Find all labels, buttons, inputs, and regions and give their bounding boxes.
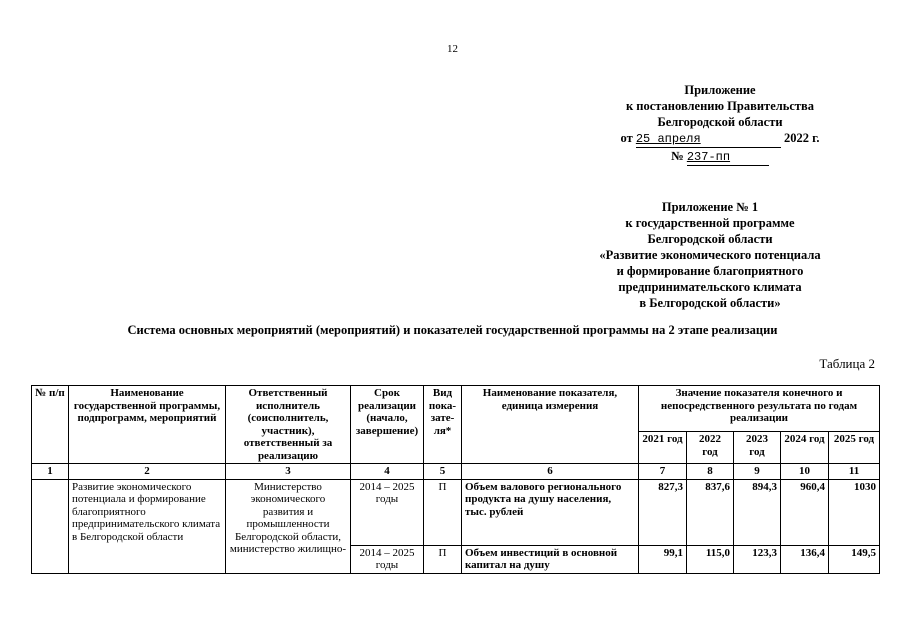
value-cell: 827,3 [639, 479, 687, 545]
header-executor: Ответственный исполнитель (соисполнитель, участник), ответственный за реализацию [226, 386, 351, 464]
column-numbers-row [32, 464, 880, 480]
appendix1-line: к государственной программе [625, 216, 795, 230]
date-suffix: 2022 г. [783, 131, 820, 145]
column-number: 2 [69, 464, 226, 480]
appendix-date-line [600, 130, 840, 148]
appendix-line: к постановлению Правительства [625, 99, 815, 113]
appendix1-line: в Белгородской области» [639, 296, 781, 310]
value-cell: 1030 [829, 479, 880, 545]
appendix1-line: предпринимательского климата [618, 280, 802, 294]
indicator-cell: Объем валового регионального продукта на душу населения, тыс. рублей [462, 479, 639, 545]
value-cell: 123,3 [734, 545, 781, 573]
appendix-number-line [600, 148, 840, 166]
date-value: 25 апреля [635, 132, 701, 146]
column-number: 1 [32, 464, 69, 480]
value-cell: 894,3 [734, 479, 781, 545]
column-number: 3 [226, 464, 351, 480]
appendix1-line: и формирование благоприятного [616, 264, 804, 278]
date-prefix: от [620, 131, 633, 145]
header-year: 2022 год [687, 432, 734, 464]
page-number: 12 [447, 43, 458, 55]
appendix-line: Приложение [684, 83, 756, 97]
table-row [32, 479, 880, 545]
header-term: Срок реализации (начало, завершение) [351, 386, 424, 464]
table-caption: Таблица 2 [819, 356, 875, 371]
executor-cell: Министерство экономического развития и промышленности Белгородской области, министерство жилищно- [226, 479, 351, 573]
column-number: 5 [424, 464, 462, 480]
number-value: 237-пп [686, 150, 731, 164]
document-title: Система основных мероприятий (мероприятий) и показателей государственной программы на 2 этапе реализации [127, 323, 778, 337]
appendix1-line: «Развитие экономического потенциала [599, 248, 821, 262]
table-header-row [32, 386, 880, 432]
column-number: 10 [781, 464, 829, 480]
column-number: 4 [351, 464, 424, 480]
value-cell: 115,0 [687, 545, 734, 573]
header-no: № п/п [32, 386, 69, 464]
value-cell: 149,5 [829, 545, 880, 573]
value-cell: 837,6 [687, 479, 734, 545]
header-values-group: Значение показателя конечного и непосредственного результата по годам реализации [639, 386, 880, 432]
column-number: 6 [462, 464, 639, 480]
header-year: 2021 год [639, 432, 687, 464]
column-number: 7 [639, 464, 687, 480]
number-field [687, 148, 769, 166]
header-indicator: Наименование показателя, единица измерения [462, 386, 639, 464]
number-prefix: № [671, 149, 684, 163]
appendix-program-block [570, 199, 850, 311]
column-number: 8 [687, 464, 734, 480]
column-number: 9 [734, 464, 781, 480]
value-cell: 99,1 [639, 545, 687, 573]
value-cell: 136,4 [781, 545, 829, 573]
value-cell: 960,4 [781, 479, 829, 545]
term-cell: 2014 – 2025 годы [351, 545, 424, 573]
program-name-cell: Развитие экономического потенциала и формирование благоприятного предпринимательского климата в Белгородской области [69, 479, 226, 573]
measures-table [31, 385, 880, 574]
date-field [636, 130, 781, 148]
appendix1-line: Белгородской области [647, 232, 773, 246]
header-name: Наименование государственной программы, подпрограмм, мероприятий [69, 386, 226, 464]
header-year: 2025 год [829, 432, 880, 464]
header-year: 2023 год [734, 432, 781, 464]
term-cell: 2014 – 2025 годы [351, 479, 424, 545]
appendix-line: Белгородской области [657, 115, 783, 129]
column-number: 11 [829, 464, 880, 480]
type-cell: П [424, 545, 462, 573]
appendix-resolution-block [600, 82, 840, 166]
header-type: Вид пока-зате-ля* [424, 386, 462, 464]
header-year: 2024 год [781, 432, 829, 464]
indicator-cell: Объем инвестиций в основной капитал на душу [462, 545, 639, 573]
type-cell: П [424, 479, 462, 545]
row-no-cell [32, 479, 69, 573]
appendix1-line: Приложение № 1 [661, 200, 759, 214]
